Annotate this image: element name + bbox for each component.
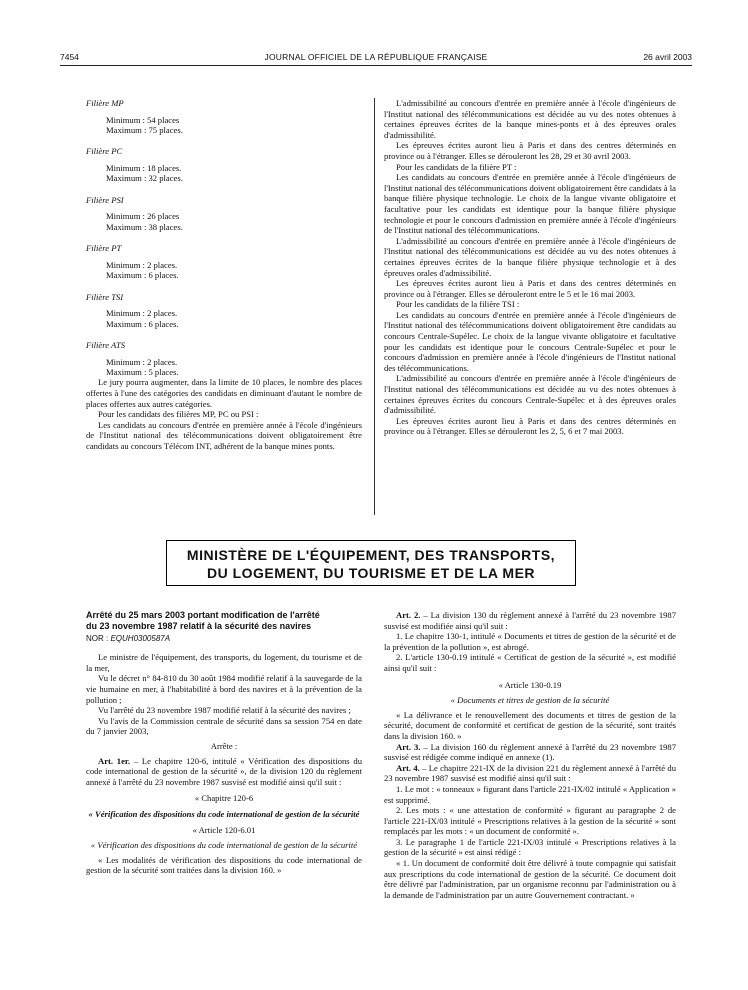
article-title: « Vérification des dispositions du code international de gestion de la sécurité bbox=[90, 840, 358, 851]
paragraph: Vu le décret n° 84-810 du 30 août 1984 modifié relatif à la sauvegarde de la vie humaine en mer, à l'habitabilité à bord des navires et à la prévention de la pollution ; bbox=[86, 673, 362, 705]
ministry-line-2: DU LOGEMENT, DU TOURISME ET DE LA MER bbox=[206, 565, 536, 581]
filiere-name: Filière MP bbox=[86, 98, 124, 108]
filiere-name: Filière PSI bbox=[86, 194, 124, 205]
paragraph: L'admissibilité au concours d'entrée en première année à l'école d'ingénieurs de l'Institut national des télécommunications est décidée au vu des notes obtenues à certaines épreuves écrites de la banque mines-ponts et à des épreuves orales d'admissibilité. bbox=[384, 98, 676, 140]
paragraph: L'admissibilité au concours d'entrée en première année à l'école d'ingénieurs de l'Institut national des télécommunications est décidée au vu des notes obtenues à certaines épreuves écrites du concours Centrale-Supélec et à des épreuves orales d'admissibilité. bbox=[384, 373, 676, 416]
paragraph: Les épreuves écrites auront lieu à Paris et dans des centres déterminés en province ou à l'étranger. Elles se dérouleront les 2, 5, 6 et 7 mai 2003. bbox=[384, 415, 676, 437]
paragraph: 2. Les mots : « une attestation de conformité » figurant au paragraphe 2 de l'article 221-IX/03 intitulé « Prescriptions relatives à la gestion de la sécurité » sont remplacés par les mots : « un document de conformité ». bbox=[384, 805, 676, 837]
paragraph: Pour les candidats de la filière TSI : bbox=[396, 299, 520, 310]
paragraph: Pour les candidats de la filière PT : bbox=[396, 161, 517, 172]
filiere-maximum: Maximum : 32 places. bbox=[106, 173, 183, 184]
filiere-block bbox=[86, 292, 362, 329]
filiere-name: Filière TSI bbox=[86, 291, 124, 302]
article-heading: « Article 130-0.19 bbox=[498, 679, 562, 690]
article-text: – La division 130 du règlement annexé à l'arrêté du 23 novembre 1987 susvisé est modifiée ainsi qu'il suit : bbox=[384, 610, 677, 631]
article-text: – Le chapitre 120-6, intitulé « Vérification des dispositions du code international de gestion de la sécurité », de la division 120 du règlement annexé à l'arrêté du 23 novembre 1987 susvisé est modifié ainsi qu'il suit : bbox=[86, 755, 362, 787]
nor-reference bbox=[86, 634, 362, 644]
article-text: – La division 160 du règlement annexé à l'arrêté du 23 novembre 1987 susvisé est rédigée comme indiqué en annexe (1). bbox=[384, 741, 677, 763]
right-bottom-column bbox=[384, 610, 676, 900]
filiere-name: Filière PT bbox=[86, 243, 122, 254]
paragraph: « Les modalités de vérification des dispositions du code international de gestion de la sécurité sont traitées dans la division 160. » bbox=[86, 854, 362, 876]
filiere-maximum: Maximum : 6 places. bbox=[106, 270, 179, 281]
filiere-maximum: Maximum : 6 places. bbox=[106, 318, 179, 329]
paragraph: Pour les candidats des filières MP, PC ou PSI : bbox=[98, 409, 259, 420]
ministry-banner bbox=[166, 540, 576, 586]
right-top-column bbox=[384, 98, 676, 437]
filiere-block bbox=[86, 243, 362, 280]
article-heading: « Article 120-6.01 bbox=[192, 824, 256, 835]
filiere-minimum: Minimum : 18 places. bbox=[106, 163, 182, 173]
journal-title: JOURNAL OFFICIEL DE LA RÉPUBLIQUE FRANÇAISE bbox=[264, 52, 488, 62]
left-bottom-column bbox=[86, 610, 362, 876]
article-2 bbox=[384, 610, 676, 631]
filiere-minimum: Minimum : 2 places. bbox=[106, 259, 178, 270]
filiere-block bbox=[86, 98, 362, 135]
paragraph: Les épreuves écrites auront lieu à Paris et dans des centres déterminés en province ou à l'étranger. Elles se dérouleront entre le 5 et le 16 mai 2003. bbox=[384, 278, 676, 299]
paragraph: Les candidats au concours d'entrée en première année à l'école d'ingénieurs de l'Institut national des télécommunications doivent obligatoirement être candidats au concours Centrale-Supélec. Le choix de la langue vivante obligatoire et facultative pour les candidats est identique pour le concours Centrale-Supélec et pour le concours d'admission en première année à l'école d'ingénieurs de l'Institut national des télécommunications. bbox=[384, 309, 676, 373]
paragraph: « 1. Un document de conformité doit être délivré à toute compagnie qui satisfait aux prescriptions du code international de gestion de la sécurité. Ce document doit être délivré par l'administration, par un organisme reconnu par l'administration ou à la demande de l'administration par un autre Gouvernement contractant. » bbox=[384, 858, 676, 900]
ministry-line-1: MINISTÈRE DE L'ÉQUIPEMENT, DES TRANSPORTS, bbox=[186, 547, 556, 563]
article-3 bbox=[384, 742, 676, 763]
chapter-title: « Vérification des dispositions du code international de gestion de la sécurité bbox=[88, 808, 360, 819]
article-4 bbox=[384, 763, 676, 784]
filiere-minimum: Minimum : 54 places bbox=[106, 114, 180, 125]
paragraph: L'admissibilité au concours d'entrée en première année à l'école d'ingénieurs de l'Institut national des télécommunications est décidée au vu des notes obtenues à certaines épreuves écrites de la banque filière physique technologie et à des épreuves orales d'admissibilité. bbox=[384, 235, 676, 278]
filiere-block bbox=[86, 340, 362, 377]
filiere-maximum: Maximum : 5 places. bbox=[106, 367, 179, 378]
article-title: « Documents et titres de gestion de la sécurité bbox=[450, 695, 610, 706]
paragraph: Le jury pourra augmenter, dans la limite de 10 places, le nombre des places offertes à l'une des catégories des candidats en diminuant d'autant le nombre de places offertes aux autres catégories. bbox=[86, 377, 362, 409]
paragraph: 1. Le mot : « tonneaux » figurant dans l'article 221-IX/02 intitulé « Application » est supprimé. bbox=[384, 783, 676, 805]
article-text: – Le chapitre 221-IX de la division 221 du règlement annexé à l'arrêté du 23 novembre 1987 susvisé est modifié ainsi qu'il suit : bbox=[384, 762, 677, 784]
decree-title-line-2: du 23 novembre 1987 relatif à la sécurité des navires bbox=[86, 620, 312, 631]
filiere-minimum: Minimum : 26 places bbox=[106, 211, 180, 222]
filiere-minimum: Minimum : 2 places. bbox=[106, 308, 178, 319]
filiere-maximum: Maximum : 75 places. bbox=[106, 125, 183, 135]
column-divider bbox=[374, 98, 375, 515]
paragraph: 2. L'article 130-0.19 intitulé « Certificat de gestion de la sécurité », est modifié ainsi qu'il suit : bbox=[384, 652, 676, 673]
filiere-name: Filière PC bbox=[86, 146, 123, 157]
paragraph: Vu l'arrêté du 23 novembre 1987 modifié relatif à la sécurité des navires ; bbox=[98, 705, 351, 716]
paragraph: Les candidats au concours d'entrée en première année à l'école d'ingénieurs de l'Institut national des télécommunications doivent obligatoirement être candidats au concours Télécom INT, adhérent de la banque mines ponts. bbox=[86, 419, 362, 451]
paragraph: 1. Le chapitre 130-1, intitulé « Documents et titres de gestion de la sécurité et de la prévention de la pollution », est abrogé. bbox=[384, 631, 676, 652]
chapter-heading: « Chapitre 120-6 bbox=[194, 793, 254, 804]
decree-title-line-1: Arrêté du 25 mars 2003 portant modification de l'arrêté bbox=[86, 610, 320, 620]
paragraph: 3. Le paragraphe 1 de l'article 221-IX/03 intitulé « Prescriptions relatives à la gestion de la sécurité » est ainsi rédigé : bbox=[384, 836, 676, 858]
article-label: Art. 3. bbox=[396, 741, 421, 752]
filiere-name: Filière ATS bbox=[86, 340, 126, 351]
arrete-word: Arrête : bbox=[210, 740, 238, 751]
article-1 bbox=[86, 756, 362, 788]
filiere-maximum: Maximum : 38 places. bbox=[106, 221, 183, 232]
header-rule bbox=[60, 65, 692, 66]
paragraph: Les épreuves écrites auront lieu à Paris et dans des centres déterminés en province ou à l'étranger. Elles se dérouleront les 28, 29 et 30 avril 2003. bbox=[384, 140, 676, 161]
filiere-block bbox=[86, 195, 362, 232]
nor-code: EQUH0300587A bbox=[110, 634, 171, 644]
filiere-block bbox=[86, 146, 362, 183]
page-number: 7454 bbox=[60, 52, 79, 62]
paragraph: Vu l'avis de la Commission centrale de sécurité dans sa session 754 en date du 7 janvier 2003, bbox=[86, 715, 362, 737]
left-top-column bbox=[86, 98, 362, 452]
article-label: Art. 4. bbox=[396, 762, 420, 773]
issue-date: 26 avril 2003 bbox=[643, 52, 692, 62]
filiere-minimum: Minimum : 2 places. bbox=[106, 356, 178, 367]
paragraph: « La délivrance et le renouvellement des documents et titres de gestion de la sécurité, document de conformité et certificat de gestion de la sécurité, sont traités dans la division 160. » bbox=[384, 709, 676, 741]
article-label: Art. 2. bbox=[396, 610, 421, 620]
paragraph: Le ministre de l'équipement, des transports, du logement, du tourisme et de la mer, bbox=[86, 652, 362, 673]
article-label: Art. 1er. bbox=[98, 755, 131, 766]
nor-label: NOR : bbox=[86, 634, 111, 644]
paragraph: Les candidats au concours d'entrée en première année à l'école d'ingénieurs de l'Institut national des télécommunications doivent obligatoirement être candidats à la banque filière physique technologie. Le choix de la langue vivante obligatoire et facultative pour les candidats est identique pour la banque filière physique technologie et pour le concours d'admission en première année à l'école d'ingénieurs de l'Institut national des télécommunications. bbox=[384, 172, 676, 236]
